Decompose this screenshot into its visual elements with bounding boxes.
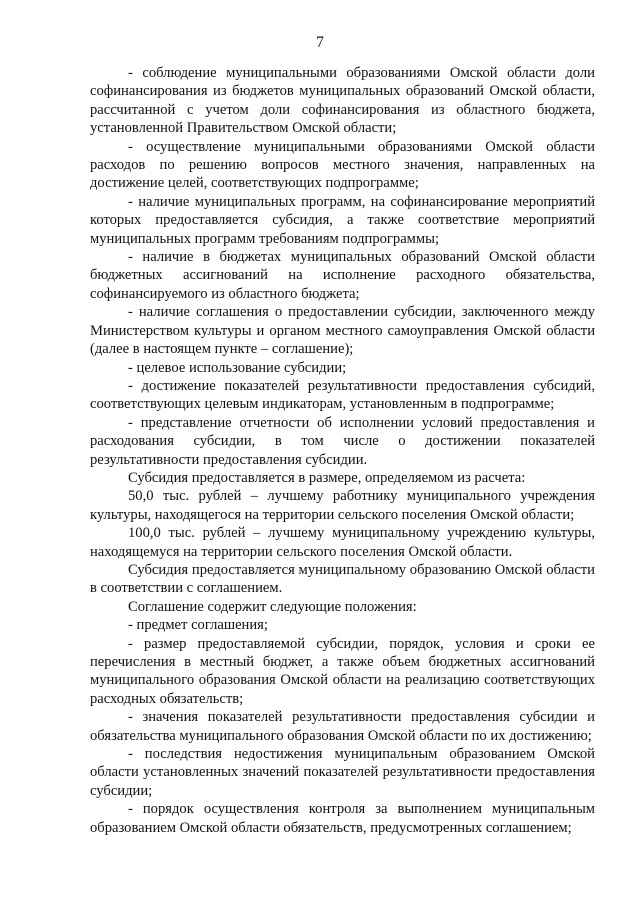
paragraph: 100,0 тыс. рублей – лучшему муниципальному учреждению культуры, находящемуся на территории сельского поселения Омской области. — [90, 525, 595, 560]
paragraph: - предмет соглашения; — [128, 617, 268, 634]
paragraph: - значения показателей результативности предоставления субсидии и обязательства муниципального образования Омской области по их достижению; — [90, 709, 595, 744]
paragraph: Субсидия предоставляется в размере, определяемом из расчета: — [128, 469, 526, 486]
paragraph: - целевое использование субсидии; — [128, 359, 347, 376]
paragraph: - наличие соглашения о предоставлении субсидии, заключенного между Министерством культуры и органом местного самоуправления Омской области (далее в настоящем пункте – соглашение); — [90, 304, 595, 358]
paragraph: - достижение показателей результативности предоставления субсидий, соответствующих целевым индикаторам, установленным в подпрограмме; — [90, 377, 595, 413]
paragraph: - соблюдение муниципальными образованиями Омской области доли софинансирования из бюджетов муниципальных образований Омской области, рассчитанной с учетом доли софинансирования из областного бюджета, установленной Правительством Омской области; — [90, 65, 595, 137]
page-number: 7 — [316, 34, 324, 51]
paragraph: 50,0 тыс. рублей – лучшему работнику муниципального учреждения культуры, находящегося на территории сельского поселения Омской области; — [90, 488, 595, 523]
paragraph: - размер предоставляемой субсидии, порядок, условия и сроки ее перечисления в местный бюджет, а также объем бюджетных ассигнований муниципального образования Омской области на реализацию соответствующих расходных обязательств; — [90, 635, 595, 707]
paragraph: Субсидия предоставляется муниципальному образованию Омской области в соответствии с соглашением. — [90, 561, 595, 597]
paragraph: - наличие в бюджетах муниципальных образований Омской области бюджетных ассигнований на исполнение расходного обязательства, софинансируемого из областного бюджета; — [90, 249, 595, 302]
paragraph: - осуществление муниципальными образованиями Омской области расходов по решению вопросов местного значения, направленных на достижение целей, соответствующих подпрограмме; — [90, 138, 595, 192]
document-body — [90, 64, 595, 837]
paragraph: - наличие муниципальных программ, на софинансирование мероприятий которых предоставляется субсидия, а также соответствие мероприятий муниципальных программ требованиям подпрограммы; — [90, 193, 595, 247]
paragraph: Соглашение содержит следующие положения: — [128, 598, 417, 615]
paragraph: - порядок осуществления контроля за выполнением муниципальным образованием Омской области обязательств, предусмотренных соглашением; — [90, 801, 595, 836]
paragraph: - представление отчетности об исполнении условий предоставления и расходования субсидии, в том числе о достижении показателей результативности предоставления субсидии. — [90, 414, 595, 468]
paragraph: - последствия недостижения муниципальным образованием Омской области установленных значений показателей результативности предоставления субсидии; — [90, 746, 595, 799]
